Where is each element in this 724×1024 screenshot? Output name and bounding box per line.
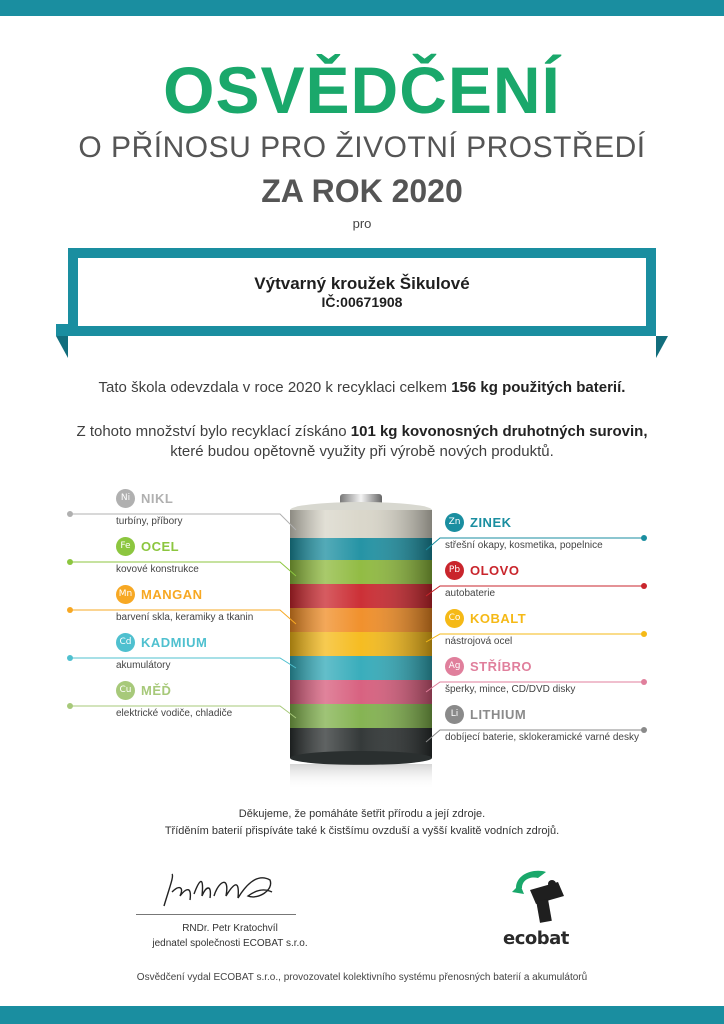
for-label: pro [352, 216, 372, 231]
element-usage: turbíny, příbory [116, 516, 183, 527]
handwritten-signature [160, 866, 280, 916]
element-symbol-badge: Mn [116, 585, 135, 604]
element-name: ZINEK [470, 514, 512, 530]
certificate-title: OSVĚDČENÍ [163, 53, 561, 127]
element-stříbro [445, 656, 575, 695]
element-usage: barvení skla, keramiky a tkanin [116, 612, 254, 623]
element-name: KOBALT [470, 610, 527, 626]
ecobat-logo-text: ecobat [503, 928, 569, 949]
element-name: LITHIUM [470, 706, 527, 722]
element-symbol-badge: Ni [116, 489, 135, 508]
element-symbol-badge: Co [445, 609, 464, 628]
element-symbol-badge: Pb [445, 561, 464, 580]
element-symbol-badge: Cu [116, 681, 135, 700]
element-nikl [116, 488, 183, 527]
element-name: KADMIUM [141, 634, 208, 650]
element-usage: dobíjecí baterie, sklokeramické varné desky [445, 732, 639, 743]
recipient-id: IČ:00671908 [321, 294, 403, 310]
recipient-name: Výtvarný kroužek Šikulové [254, 274, 470, 293]
summary-line-2: Z tohoto množství bylo recyklací získáno 101 kg kovonosných druhotných surovin, [76, 423, 648, 440]
element-olovo [445, 560, 519, 599]
element-name: NIKL [141, 490, 174, 506]
signatory-role: jednatel společnosti ECOBAT s.r.o. [152, 938, 308, 949]
element-name: MĚĎ [141, 682, 172, 698]
element-lithium [445, 704, 639, 743]
summary-line-3: které budou opětovně využity při výrobě nových produktů. [170, 443, 554, 460]
element-name: OLOVO [470, 562, 520, 578]
signatory [116, 921, 344, 951]
element-symbol-badge: Fe [116, 537, 135, 556]
battery-illustration [0, 480, 724, 790]
ecobat-logo-icon [508, 866, 574, 926]
signature-line [136, 914, 296, 915]
element-symbol-badge: Zn [445, 513, 464, 532]
element-name: OCEL [141, 538, 180, 554]
element-mangan [116, 584, 253, 623]
element-kadmium [116, 632, 207, 671]
element-symbol-badge: Li [445, 705, 464, 724]
top-band [0, 0, 724, 16]
footer-text: Osvědčení vydal ECOBAT s.r.o., provozovatel kolektivního systému přenosných baterií a akumulátorů [136, 972, 588, 983]
bottom-band [0, 1006, 724, 1024]
thanks-line-2: Tříděním baterií přispíváte také k čistšímu ovzduší a vyšší kvalitě vodních zdrojů. [164, 825, 560, 837]
thanks-text [0, 806, 724, 840]
element-usage: kovové konstrukce [116, 564, 199, 575]
element-usage: elektrické vodiče, chladiče [116, 708, 233, 719]
summary-line-1: Tato škola odevzdala v roce 2020 k recyklaci celkem 156 kg použitých baterií. [98, 379, 626, 396]
element-kobalt [445, 608, 526, 647]
element-usage: autobaterie [445, 588, 496, 599]
certificate-subtitle: O PŘÍNOSU PRO ŽIVOTNÍ PROSTŘEDÍ [78, 131, 646, 164]
element-měď [116, 680, 232, 719]
element-zinek [445, 512, 603, 551]
element-symbol-badge: Ag [445, 657, 464, 676]
signatory-name: RNDr. Petr Kratochvíl [182, 923, 278, 934]
element-name: STŘÍBRO [470, 658, 532, 674]
thanks-line-1: Děkujeme, že pomáháte šetřit přírodu a její zdroje. [238, 808, 486, 820]
element-symbol-badge: Cd [116, 633, 135, 652]
element-ocel [116, 536, 199, 575]
element-usage: nástrojová ocel [445, 636, 513, 647]
certificate-year: ZA ROK 2020 [261, 173, 463, 209]
element-name: MANGAN [141, 586, 203, 602]
element-usage: šperky, mince, CD/DVD disky [445, 684, 576, 695]
element-usage: akumulátory [116, 660, 171, 671]
element-usage: střešní okapy, kosmetika, popelnice [445, 540, 603, 551]
